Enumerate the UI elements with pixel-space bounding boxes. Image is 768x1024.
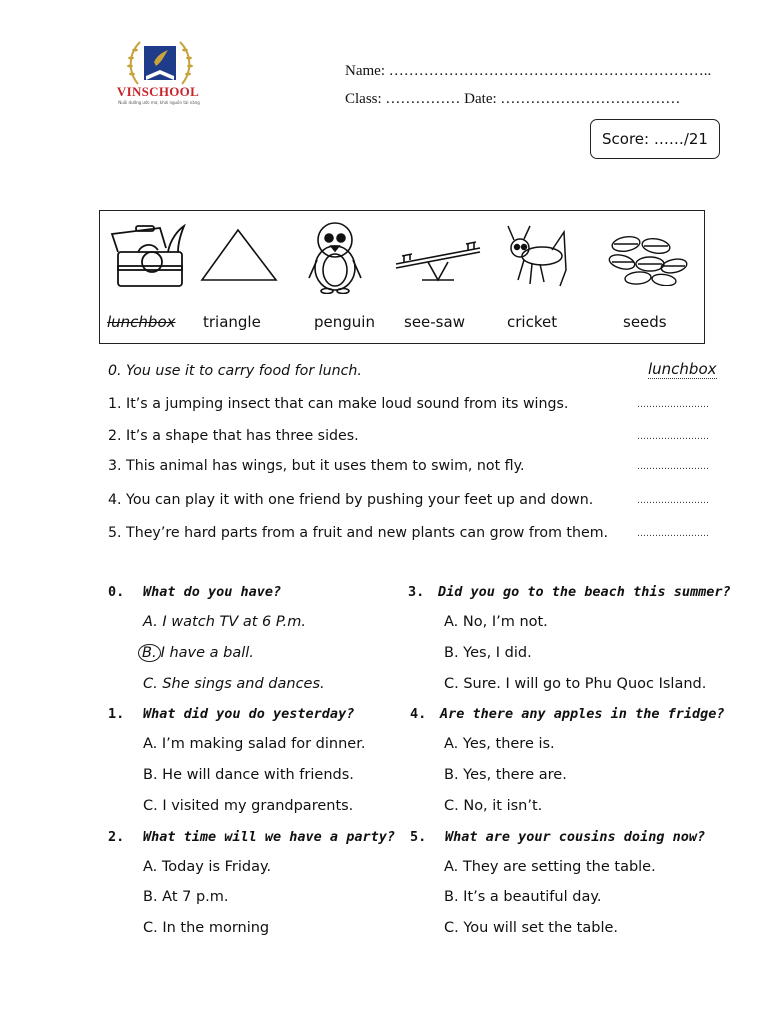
option-a[interactable]: A. Yes, there is.	[444, 736, 555, 752]
word-see-saw: see-saw	[404, 313, 465, 331]
option-b[interactable]: B. Yes, there are.	[444, 767, 567, 783]
option-c[interactable]: C. You will set the table.	[444, 920, 619, 936]
see-saw-icon	[392, 236, 484, 282]
question-text: What do you have?	[143, 584, 282, 600]
option-a[interactable]: A. Today is Friday.	[143, 859, 272, 875]
option-b[interactable]: B. At 7 p.m.	[143, 889, 229, 905]
option-c[interactable]: C. I visited my grandparents.	[143, 798, 354, 814]
question-number: 5.	[410, 829, 427, 845]
option-c[interactable]: C. Sure. I will go to Phu Quoc Island.	[444, 676, 707, 692]
option-a[interactable]: A. I’m making salad for dinner.	[143, 736, 366, 752]
definition-item: 3. This animal has wings, but it uses them to swim, not fly.	[108, 458, 525, 474]
question-number: 4.	[410, 706, 427, 722]
option-a[interactable]: A. No, I’m not.	[444, 614, 548, 630]
question-number: 3.	[408, 584, 425, 600]
definition-item: 4. You can play it with one friend by pushing your feet up and down.	[108, 492, 594, 508]
answer-blank[interactable]: ……………………	[637, 400, 709, 410]
option-c[interactable]: C. No, it isn’t.	[444, 798, 543, 814]
school-tagline: Nuôi dưỡng ước mơ, khơi nguồn tài năng	[118, 100, 200, 105]
option-b[interactable]: B. He will dance with friends.	[143, 767, 354, 783]
definition-item: 1. It’s a jumping insect that can make loud sound from its wings.	[108, 396, 569, 412]
word-triangle: triangle	[203, 313, 261, 331]
selected-circle: B.	[138, 644, 161, 662]
answer-blank[interactable]: ……………………	[637, 432, 709, 442]
definition-example: 0. You use it to carry food for lunch.	[108, 363, 362, 379]
cricket-icon	[500, 224, 570, 290]
option-a[interactable]: A. They are setting the table.	[444, 859, 656, 875]
answer-blank[interactable]: ……………………	[637, 496, 709, 506]
definition-item: 2. It’s a shape that has three sides.	[108, 428, 359, 444]
question-text: What time will we have a party?	[143, 829, 395, 845]
question-text: Did you go to the beach this summer?	[438, 584, 731, 600]
lunchbox-icon	[108, 222, 190, 294]
option-b[interactable]	[143, 645, 254, 661]
class-date-field[interactable]: Class: …………… Date: ………………………………	[345, 91, 681, 107]
example-answer: lunchbox	[648, 360, 717, 378]
option-a[interactable]: A. I watch TV at 6 P.m.	[143, 614, 306, 630]
question-text: What are your cousins doing now?	[445, 829, 706, 845]
option-b-text: I have a ball.	[160, 645, 254, 661]
answer-blank[interactable]: ……………………	[637, 462, 709, 472]
score-box: Score: ……/21	[590, 119, 720, 159]
word-penguin: penguin	[314, 313, 375, 331]
word-cricket: cricket	[507, 313, 558, 331]
question-text: What did you do yesterday?	[143, 706, 355, 722]
question-number: 1.	[108, 706, 125, 722]
penguin-icon	[303, 216, 367, 294]
option-b[interactable]: B. It’s a beautiful day.	[444, 889, 602, 905]
word-seeds: seeds	[623, 313, 667, 331]
option-c[interactable]: C. She sings and dances.	[143, 676, 325, 692]
option-b[interactable]: B. Yes, I did.	[444, 645, 532, 661]
answer-blank[interactable]: ……………………	[637, 529, 709, 539]
seeds-icon	[606, 232, 690, 286]
question-text: Are there any apples in the fridge?	[440, 706, 725, 722]
question-number: 2.	[108, 829, 125, 845]
word-lunchbox: lunchbox	[107, 313, 176, 331]
question-number: 0.	[108, 584, 125, 600]
name-field[interactable]: Name: ………………………………………………………..	[345, 63, 712, 79]
option-c[interactable]: C. In the morning	[143, 920, 270, 936]
triangle-icon	[198, 226, 282, 286]
definition-item: 5. They’re hard parts from a fruit and new plants can grow from them.	[108, 525, 609, 541]
school-name: VINSCHOOL	[116, 84, 200, 99]
